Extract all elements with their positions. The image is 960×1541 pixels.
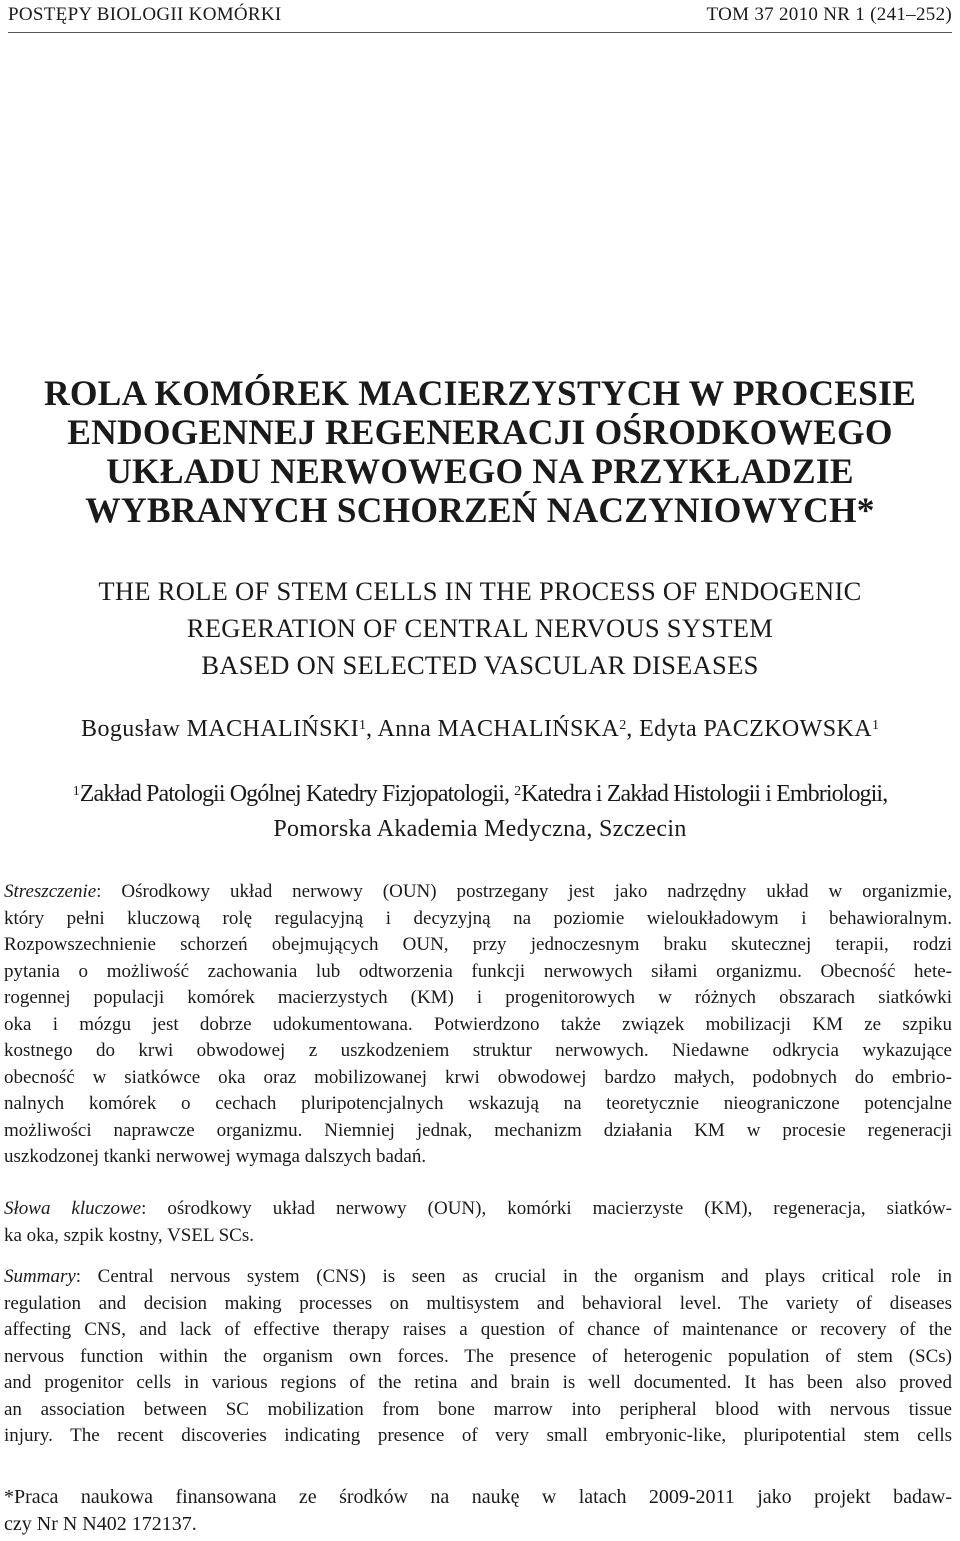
author-separator: , <box>626 716 640 742</box>
author-list <box>0 713 960 745</box>
abstract-line: oka i mózgu jest dobrze udokumentowana. Potwierdzono także związek mobilizacji KM ze szpiku <box>4 1013 952 1035</box>
author-name: Anna MACHALIŃSKA <box>377 716 620 742</box>
abstract-line: nalnych komórek o cechach pluripotencjalnych wskazują na teoretycznie nieograniczone potencjalne <box>4 1093 952 1114</box>
abstract-line: który pełni kluczową rolę regulacyjną i decyzyjną na poziomie wieloukładowym i behawioralnym. <box>4 907 952 929</box>
funding-footnote <box>4 1484 952 1537</box>
title-english-line: REGERATION OF CENTRAL NERVOUS SYSTEM <box>186 613 774 643</box>
summary-text: : Central nervous system (CNS) is seen as crucial in the organism and plays critical role in <box>75 1266 952 1287</box>
footnote-line: *Praca naukowa finansowana ze środków na naukę w latach 2009-2011 jako projekt badaw- <box>4 1486 952 1508</box>
abstract-line: Rozpowszechnienie schorzeń obejmujących OUN, przy jednoczesnym braku skutecznej terapii, rodzi <box>4 934 952 955</box>
abstract-text: : Ośrodkowy układ nerwowy (OUN) postrzegany jest jako nadrzędny układ w organizmie, <box>96 881 952 902</box>
summary-line: regulation and decision making processes on multisystem and behavioral level. The variety of diseases <box>4 1292 952 1314</box>
summary-label: Summary <box>4 1266 76 1287</box>
footnote-line: czy Nr N N402 172137. <box>4 1512 197 1535</box>
volume-info: TOM 37 2010 NR 1 (241–252) <box>706 4 952 25</box>
title-polish-line: ENDOGENNEJ REGENERACJI OŚRODKOWEGO <box>67 412 893 452</box>
author-separator: , <box>366 716 378 742</box>
running-header <box>8 4 952 33</box>
keywords-line <box>4 1196 952 1223</box>
journal-name: POSTĘPY BIOLOGII KOMÓRKI <box>8 4 282 25</box>
summary-line: nervous function within the organism own forces. The presence of heterogenic population of stem (SCs) <box>4 1345 952 1367</box>
keywords-label: Słowa kluczowe <box>4 1198 142 1219</box>
abstract-line: obecność w siatkówce oka oraz mobilizowanej krwi obwodowej bardzo małych, podobnych do embrio- <box>4 1066 952 1088</box>
affiliation-1: Zakład Patologii Ogólnej Katedry Fizjopatologii, <box>79 781 515 807</box>
summary-line: an association between SC mobilization from bone marrow into peripheral blood with nervous tissue <box>4 1398 952 1420</box>
author-affiliation-mark: 1 <box>359 718 367 733</box>
summary-line: and progenitor cells in various regions of the retina and brain is well documented. It has been also proved <box>4 1372 952 1393</box>
title-polish <box>0 374 960 530</box>
affiliation-line <box>0 777 960 812</box>
title-english <box>0 573 960 684</box>
title-polish-line: ROLA KOMÓREK MACIERZYSTYCH W PROCESIE <box>43 373 917 413</box>
summary-line <box>4 1264 952 1291</box>
summary-line: affecting CNS, and lack of effective therapy raises a question of chance of maintenance or recovery of the <box>4 1319 952 1340</box>
summary-line: injury. The recent discoveries indicating presence of very small embryonic-like, pluripotential stem cells <box>4 1425 952 1446</box>
abstract-line: kostnego do krwi obwodowej z uszkodzeniem struktur nerwowych. Niedawne odkrycia wykazujące <box>4 1040 952 1061</box>
author-affiliation-mark: 1 <box>871 718 879 733</box>
title-polish-line: UKŁADU NERWOWEGO NA PRZYKŁADZIE <box>106 451 854 491</box>
institution: Pomorska Akademia Medyczna, Szczecin <box>273 816 687 842</box>
title-polish-line: WYBRANYCH SCHORZEŃ NACZYNIOWYCH* <box>85 490 875 530</box>
title-english-line: THE ROLE OF STEM CELLS IN THE PROCESS OF ENDOGENIC <box>98 576 862 606</box>
affiliation-mark: 2 <box>514 784 522 799</box>
keywords-polish <box>4 1196 952 1249</box>
title-english-line: BASED ON SELECTED VASCULAR DISEASES <box>201 650 759 680</box>
author-name: Bogusław MACHALIŃSKI <box>81 716 360 742</box>
abstract-line: pytania o możliwość zachowania lub odtworzenia funkcji nerwowych siłami organizmu. Obecność hete- <box>4 960 952 982</box>
affiliation-mark: 1 <box>72 784 80 799</box>
abstract-line: możliwości naprawcze organizmu. Niemniej jednak, mechanizm działania KM w procesie regeneracji <box>4 1119 952 1141</box>
abstract-label: Streszczenie <box>4 881 97 902</box>
affiliation-block <box>0 777 960 847</box>
abstract-line: uszkodzonej tkanki nerwowej wymaga dalszych badań. <box>4 1146 427 1167</box>
summary-english <box>4 1264 952 1450</box>
keywords-text: : ośrodkowy układ nerwowy (OUN), komórki macierzyste (KM), regeneracja, siatków- <box>141 1198 952 1219</box>
keywords-line: ka oka, szpik kostny, VSEL SCs. <box>4 1224 254 1246</box>
abstract-polish <box>4 879 952 1171</box>
abstract-line: rogennej populacji komórek macierzystych (KM) i progenitorowych w różnych obszarach siatkówki <box>4 987 952 1008</box>
abstract-line <box>4 879 952 906</box>
author-name: Edyta PACZKOWSKA <box>639 716 872 742</box>
affiliation-2: Katedra i Zakład Histologii i Embriologii, <box>521 781 888 807</box>
author-affiliation-mark: 2 <box>619 718 627 733</box>
